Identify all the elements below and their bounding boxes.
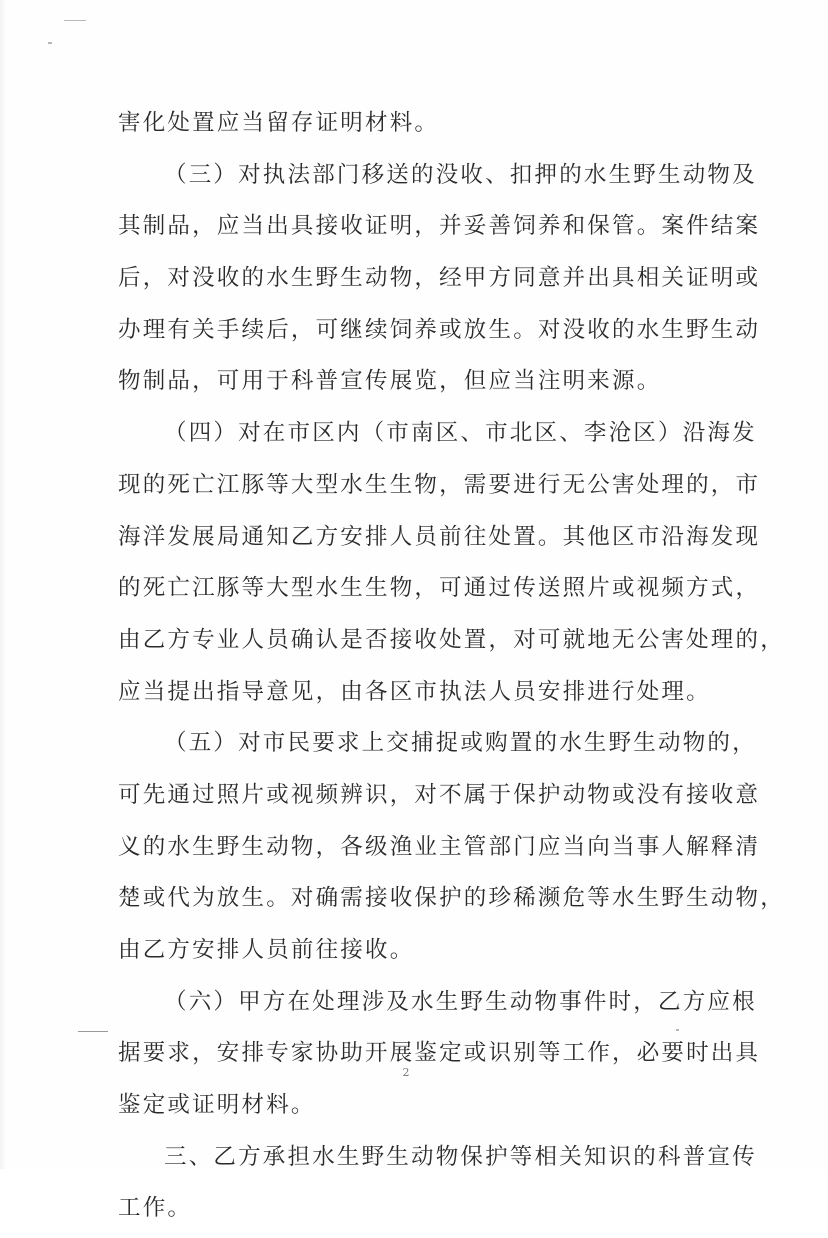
text-line: 可先通过照片或视频辨识，对不属于保护动物或没有接收意 bbox=[118, 781, 761, 808]
text-line: 其制品，应当出具接收证明，并妥善饲养和保管。案件结案 bbox=[118, 213, 761, 240]
text-line: （四）对在市区内（市南区、市北区、李沧区）沿海发 bbox=[164, 420, 757, 447]
text-line: （五）对市民要求上交捕捉或购置的水生野生动物的， bbox=[164, 730, 757, 757]
scan-mark-left-margin bbox=[78, 1031, 108, 1032]
text-line: 由乙方安排人员前往接收。 bbox=[118, 937, 415, 963]
text-line: 由乙方专业人员确认是否接收处置，对可就地无公害处理的， bbox=[118, 626, 785, 653]
text-line: 三、乙方承担水生野生动物保护等相关知识的科普宣传 bbox=[164, 1143, 757, 1170]
scan-mark-top-left-2 bbox=[48, 42, 52, 44]
text-line: 害化处置应当留存证明材料。 bbox=[118, 110, 440, 136]
text-line: （六）甲方在处理涉及水生野生动物事件时，乙方应根 bbox=[164, 988, 757, 1015]
text-line: 海洋发展局通知乙方安排人员前往处置。其他区市沿海发现 bbox=[118, 523, 761, 550]
page-number: 2 bbox=[402, 1066, 410, 1079]
text-line: 物制品，可用于科普宣传展览，但应当注明来源。 bbox=[118, 368, 662, 395]
scan-edge-shadow bbox=[0, 0, 6, 1169]
text-line: 楚或代为放生。对确需接收保护的珍稀濒危等水生野生动物， bbox=[118, 885, 785, 912]
text-line: 的死亡江豚等大型水生生物，可通过传送照片或视频方式， bbox=[118, 575, 761, 602]
text-line: 义的水生野生动物，各级渔业主管部门应当向当事人解释清 bbox=[118, 833, 761, 860]
scan-mark-top-left bbox=[64, 20, 86, 21]
text-line: （三）对执法部门移送的没收、扣押的水生野生动物及 bbox=[164, 161, 757, 188]
text-line: 办理有关手续后，可继续饲养或放生。对没收的水生野生动 bbox=[118, 316, 761, 343]
text-line: 工作。 bbox=[118, 1195, 193, 1222]
text-line: 据要求，安排专家协助开展鉴定或识别等工作，必要时出具 bbox=[118, 1040, 761, 1067]
text-line: 后，对没收的水生野生动物，经甲方同意并出具相关证明或 bbox=[118, 265, 761, 292]
text-line: 应当提出指导意见，由各区市执法人员安排进行处理。 bbox=[118, 678, 711, 705]
text-line: 鉴定或证明材料。 bbox=[118, 1092, 316, 1119]
text-line: 现的死亡江豚等大型水生生物，需要进行无公害处理的，市 bbox=[118, 471, 761, 498]
